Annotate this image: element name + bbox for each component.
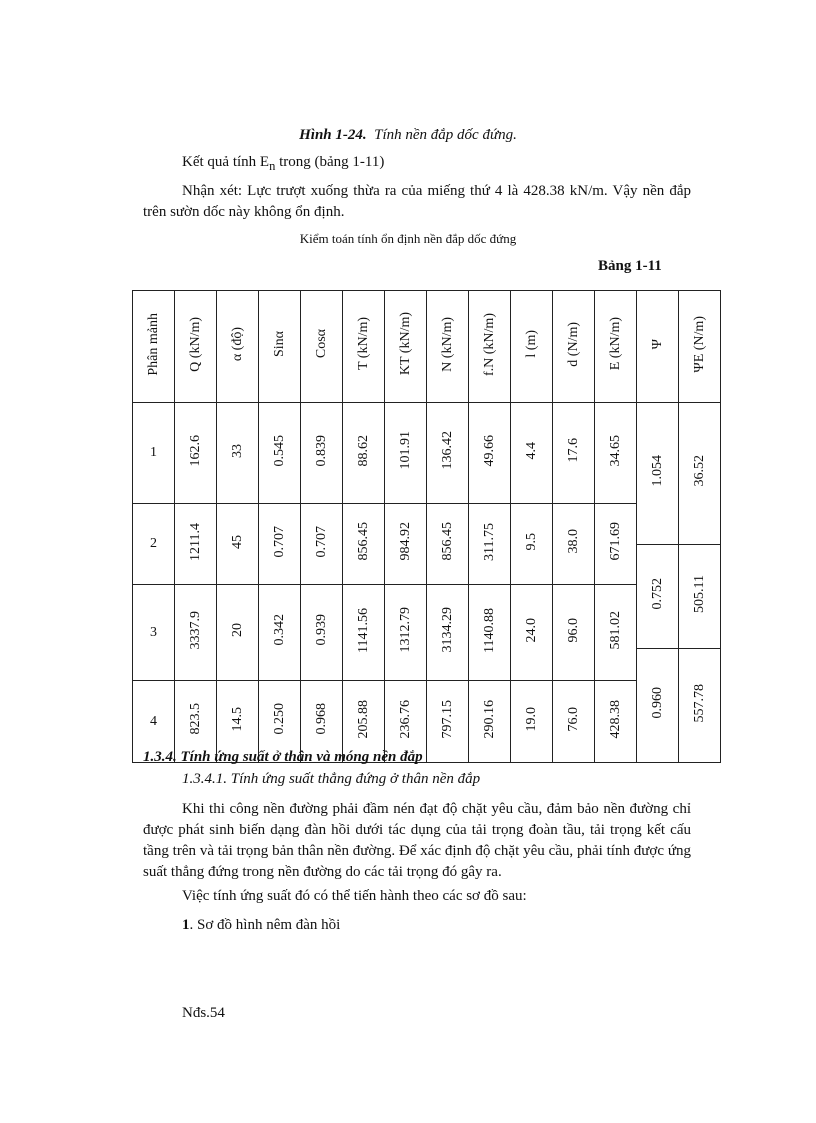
table-cell: 0.968 bbox=[301, 681, 343, 763]
table-cell: 236.76 bbox=[385, 681, 427, 763]
psi-e-cell: 557.78 bbox=[679, 649, 721, 763]
table-cell: 76.0 bbox=[553, 681, 595, 763]
table-cell: 24.0 bbox=[511, 585, 553, 681]
table-cell: 0.250 bbox=[259, 681, 301, 763]
header-cell: KT (kN/m) bbox=[385, 291, 427, 403]
result-paragraph: Kết quả tính $E_n$ trong (bảng 1-11) bbox=[182, 154, 385, 173]
header-cell: N (kN/m) bbox=[427, 291, 469, 403]
table-cell: 1141.56 bbox=[343, 585, 385, 681]
table-cell: 162.6 bbox=[175, 403, 217, 504]
table-cell: 856.45 bbox=[427, 504, 469, 585]
table-cell: 38.0 bbox=[553, 504, 595, 585]
remark-paragraph: Nhận xét: Lực trượt xuống thừa ra của miếng thứ 4 là 428.38 kN/m. Vậy nền đắp trên sườn dốc này không ổn định. bbox=[143, 183, 691, 220]
subsection-heading: 1.3.4.1. Tính ứng suất thẳng đứng ở thân nền đắp bbox=[182, 771, 481, 787]
psi-cell: 1.054 bbox=[637, 403, 679, 545]
table-cell: 1140.88 bbox=[469, 585, 511, 681]
page-footer: Nđs.54 bbox=[182, 1005, 225, 1021]
table-cell: 101.91 bbox=[385, 403, 427, 504]
header-cell: l (m) bbox=[511, 291, 553, 403]
list-item: 1. Sơ đồ hình nêm đàn hồi bbox=[182, 917, 341, 933]
method-paragraph: Việc tính ứng suất đó có thể tiến hành theo các sơ đồ sau: bbox=[182, 888, 527, 904]
table-cell: 1 bbox=[133, 403, 175, 504]
psi-cell: 0.752 bbox=[637, 545, 679, 649]
header-cell: f.N (kN/m) bbox=[469, 291, 511, 403]
table-cell: 0.707 bbox=[259, 504, 301, 585]
table-cell: 0.939 bbox=[301, 585, 343, 681]
table-cell: 88.62 bbox=[343, 403, 385, 504]
header-cell: Phân mảnh bbox=[133, 291, 175, 403]
table-cell: 9.5 bbox=[511, 504, 553, 585]
table-cell: 49.66 bbox=[469, 403, 511, 504]
table-cell: 34.65 bbox=[595, 403, 637, 504]
table-cell: 4.4 bbox=[511, 403, 553, 504]
table-cell: 3 bbox=[133, 585, 175, 681]
table-number: Bảng 1-11 bbox=[598, 258, 662, 274]
header-cell: Sinα bbox=[259, 291, 301, 403]
table-cell: 205.88 bbox=[343, 681, 385, 763]
table-header-row bbox=[133, 291, 721, 403]
table-cell: 428.38 bbox=[595, 681, 637, 763]
table-cell: 671.69 bbox=[595, 504, 637, 585]
header-cell: Ψ bbox=[637, 291, 679, 403]
table-cell: 1312.79 bbox=[385, 585, 427, 681]
table-cell: 856.45 bbox=[343, 504, 385, 585]
table-cell: 2 bbox=[133, 504, 175, 585]
table-cell: 14.5 bbox=[217, 681, 259, 763]
table-cell: 17.6 bbox=[553, 403, 595, 504]
table-row bbox=[133, 403, 721, 474]
section-heading: 1.3.4. Tính ứng suất ở thân và móng nền đắp bbox=[143, 749, 423, 765]
header-cell: Cosα bbox=[301, 291, 343, 403]
table-cell: 136.42 bbox=[427, 403, 469, 504]
figure-caption: Hình 1-24. Tính nền đắp dốc đứng. bbox=[299, 127, 517, 143]
table-cell: 33 bbox=[217, 403, 259, 504]
table-cell: 3134.29 bbox=[427, 585, 469, 681]
table-cell: 0.545 bbox=[259, 403, 301, 504]
stability-table bbox=[132, 290, 721, 763]
psi-e-cell: 505.11 bbox=[679, 545, 721, 649]
psi-e-cell: 36.52 bbox=[679, 403, 721, 545]
psi-cell: 0.960 bbox=[637, 649, 679, 763]
header-cell: Q (kN/m) bbox=[175, 291, 217, 403]
table-cell: 290.16 bbox=[469, 681, 511, 763]
table-cell: 311.75 bbox=[469, 504, 511, 585]
table-cell: 1211.4 bbox=[175, 504, 217, 585]
header-cell: T (kN/m) bbox=[343, 291, 385, 403]
table-cell: 96.0 bbox=[553, 585, 595, 681]
body-paragraph: Khi thi công nền đường phải đầm nén đạt độ chặt yêu cầu, đảm bảo nền đường chỉ được phát sinh biến dạng đàn hồi dưới tác dụng của tải trọng đoàn tầu, tải trọng kết cấu tầng trên và tải trọng bản thân nền đường. Để xác định độ chặt yêu cầu, phải tính được ứng suất thẳng đứng trong nền đường do các tải trọng đó gây ra. bbox=[143, 801, 691, 880]
header-cell: E (kN/m) bbox=[595, 291, 637, 403]
table-title: Kiểm toán tính ổn định nền đắp dốc đứng bbox=[299, 231, 517, 246]
table-cell: 0.839 bbox=[301, 403, 343, 504]
table-cell: 0.707 bbox=[301, 504, 343, 585]
table-cell: 581.02 bbox=[595, 585, 637, 681]
table-cell: 20 bbox=[217, 585, 259, 681]
header-cell: α (độ) bbox=[217, 291, 259, 403]
table-cell: 45 bbox=[217, 504, 259, 585]
table-cell: 984.92 bbox=[385, 504, 427, 585]
table-cell: 4 bbox=[133, 681, 175, 763]
table-cell: 0.342 bbox=[259, 585, 301, 681]
header-cell: d (N/m) bbox=[553, 291, 595, 403]
header-cell: ΨE (N/m) bbox=[679, 291, 721, 403]
table-cell: 797.15 bbox=[427, 681, 469, 763]
table-row bbox=[133, 585, 721, 649]
table-cell: 19.0 bbox=[511, 681, 553, 763]
table-row bbox=[133, 504, 721, 545]
table-cell: 3337.9 bbox=[175, 585, 217, 681]
table-cell: 823.5 bbox=[175, 681, 217, 763]
